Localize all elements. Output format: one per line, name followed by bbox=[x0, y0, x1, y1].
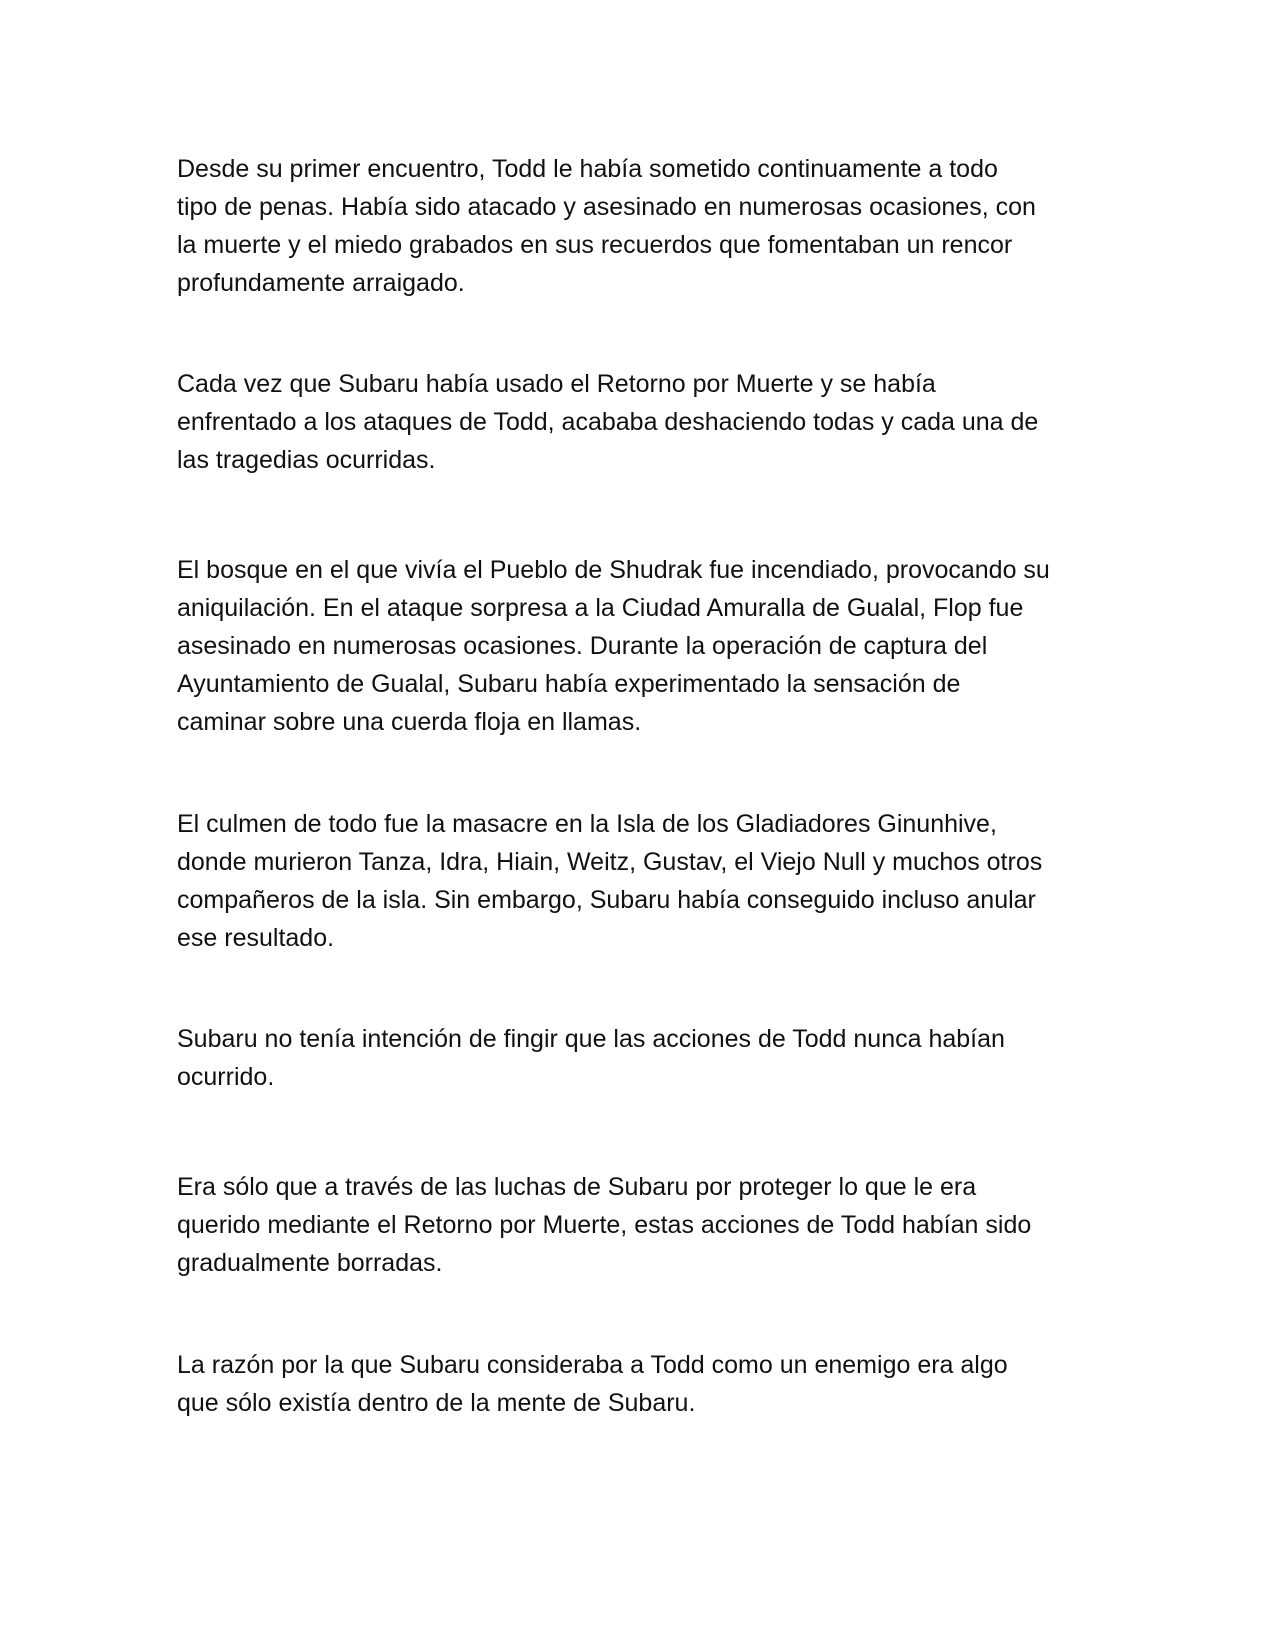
paragraph-line: querido mediante el Retorno por Muerte, estas acciones de Todd habían sido bbox=[177, 1211, 1032, 1239]
paragraph-line: caminar sobre una cuerda floja en llamas. bbox=[177, 708, 642, 736]
paragraph-line: que sólo existía dentro de la mente de Subaru. bbox=[177, 1389, 696, 1417]
paragraph-1 bbox=[177, 150, 1036, 302]
paragraph-line: Ayuntamiento de Gualal, Subaru había experimentado la sensación de bbox=[177, 670, 961, 698]
paragraph-2 bbox=[177, 365, 1038, 479]
paragraph-4 bbox=[177, 805, 1042, 957]
paragraph-line: compañeros de la isla. Sin embargo, Subaru había conseguido incluso anular bbox=[177, 886, 1036, 914]
paragraph-line: Subaru no tenía intención de fingir que las acciones de Todd nunca habían bbox=[177, 1025, 1005, 1053]
paragraph-line: tipo de penas. Había sido atacado y asesinado en numerosas ocasiones, con bbox=[177, 193, 1036, 221]
paragraph-6 bbox=[177, 1168, 1031, 1282]
paragraph-line: profundamente arraigado. bbox=[177, 269, 465, 297]
paragraph-line: enfrentado a los ataques de Todd, acababa deshaciendo todas y cada una de bbox=[177, 408, 1039, 436]
paragraph-line: Era sólo que a través de las luchas de Subaru por proteger lo que le era bbox=[177, 1173, 977, 1201]
paragraph-7 bbox=[177, 1346, 1008, 1422]
paragraph-line: La razón por la que Subaru consideraba a Todd como un enemigo era algo bbox=[177, 1351, 1008, 1379]
paragraph-5 bbox=[177, 1020, 1005, 1096]
paragraph-line: Cada vez que Subaru había usado el Retorno por Muerte y se había bbox=[177, 370, 936, 398]
paragraph-line: gradualmente borradas. bbox=[177, 1249, 443, 1277]
paragraph-3 bbox=[177, 551, 1050, 741]
paragraph-line: las tragedias ocurridas. bbox=[177, 446, 436, 474]
paragraph-line: aniquilación. En el ataque sorpresa a la Ciudad Amuralla de Gualal, Flop fue bbox=[177, 594, 1024, 622]
paragraph-line: El bosque en el que vivía el Pueblo de Shudrak fue incendiado, provocando su bbox=[177, 556, 1050, 584]
paragraph-line: ese resultado. bbox=[177, 924, 335, 952]
paragraph-line: ocurrido. bbox=[177, 1063, 275, 1091]
paragraph-line: Desde su primer encuentro, Todd le había sometido continuamente a todo bbox=[177, 155, 998, 183]
paragraph-line: asesinado en numerosas ocasiones. Durante la operación de captura del bbox=[177, 632, 988, 660]
paragraph-line: donde murieron Tanza, Idra, Hiain, Weitz, Gustav, el Viejo Null y muchos otros bbox=[177, 848, 1043, 876]
paragraph-line: El culmen de todo fue la masacre en la Isla de los Gladiadores Ginunhive, bbox=[177, 810, 997, 838]
paragraph-line: la muerte y el miedo grabados en sus recuerdos que fomentaban un rencor bbox=[177, 231, 1013, 259]
